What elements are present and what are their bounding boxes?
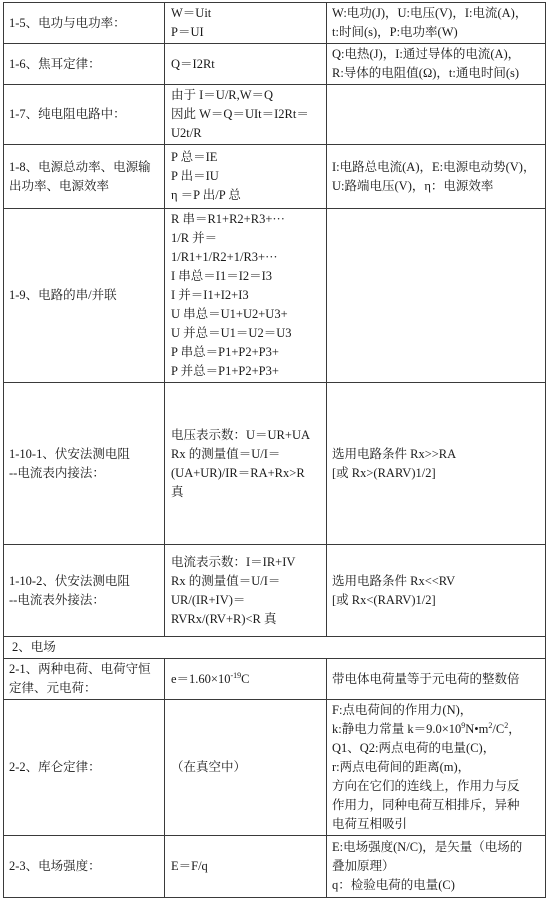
formula-cell-line: I 并＝I1+I2+I3: [171, 288, 249, 302]
table-row: [4, 85, 546, 145]
notes-line: 作用力，同种电荷互相排斥，异种: [332, 798, 520, 812]
formula-cell: [165, 659, 327, 700]
notes-cell: [327, 209, 546, 383]
formula-cell-line: I 串总＝I1＝I2＝I3: [171, 269, 273, 283]
formula-line: （在真空中）: [171, 760, 247, 774]
formula-unit: C: [241, 671, 250, 686]
formula-cell: [165, 44, 327, 85]
notes-cell: [327, 85, 546, 145]
formula-cell-line: 真: [171, 484, 184, 499]
formula-cell-line: U 并总＝U1＝U2＝U3: [171, 326, 292, 340]
topic-cell-line: 出功率、电源效率: [9, 178, 110, 193]
table-row: [4, 383, 546, 545]
formula-cell: [165, 383, 327, 545]
formula-cell-line: 由于 I＝U/R,W＝Q: [171, 88, 274, 102]
notes-cell-line: 选用电路条件 Rx>>RA: [332, 446, 457, 461]
formula-cell-line: 1/R 并＝: [171, 231, 218, 245]
formula-cell-line: P 串总＝P1+P2+P3+: [171, 345, 279, 359]
formula-cell-line: U2t/R: [171, 126, 202, 140]
formula-cell: [165, 85, 327, 145]
table-row: [4, 545, 546, 637]
topic-cell-line: --电流表外接法：: [9, 592, 105, 607]
formula-cell-line: (UA+UR)/IR＝RA+Rx>R: [171, 465, 305, 480]
formula-cell: [165, 145, 327, 209]
notes-cell-line: I:电路总电流(A)，E:电源电动势(V)，: [332, 159, 536, 174]
table-row: [4, 836, 546, 898]
topic-cell-line: 1-8、电源总动率、电源输: [9, 159, 151, 174]
notes-cell-line: Q:电热(J)，I:通过导体的电流(A)，: [332, 47, 521, 61]
notes-cell: [327, 700, 546, 836]
formula-cell-line: P 并总＝P1+P2+P3+: [171, 364, 279, 378]
formula-cell-line: P 总＝IE: [171, 150, 218, 164]
topic-cell-line: 1-5、电功与电功率：: [9, 15, 126, 30]
notes-cell: [327, 383, 546, 545]
formula-cell-line: Rx 的测量值＝U/I＝: [171, 573, 281, 588]
notes-cell-line: [或 Rx>(RARV)1/2]: [332, 465, 436, 480]
section-row: [4, 637, 546, 659]
formula-text: e＝1.60×10: [171, 671, 231, 686]
formula-cell-line: 电压表示数：U＝UR+UA: [171, 427, 310, 442]
notes-cell-line: 叠加原理）: [332, 859, 395, 873]
notes-cell-line: t:时间(s)，P:电功率(W): [332, 25, 458, 39]
formula-cell-line: η ＝P 出/P 总: [171, 188, 241, 202]
notes-cell-line: E:电场强度(N/C)，是矢量（电场的: [332, 840, 523, 854]
notes-exponent: 9: [461, 720, 466, 730]
topic-cell: [4, 659, 165, 700]
formula-line: E＝F/q: [171, 859, 208, 873]
notes-cell-line: 带电体电荷量等于元电荷的整数倍: [332, 671, 520, 686]
notes-line: r:两点电荷间的距离(m)，: [332, 760, 471, 774]
topic-cell: [4, 3, 165, 44]
notes-line: [332, 720, 541, 739]
formula-cell-line: 电流表示数：I＝IR+IV: [171, 554, 296, 569]
topic-cell-line: --电流表内接法：: [9, 465, 105, 480]
table-row: [4, 44, 546, 85]
formula-cell-line: 1/R1+1/R2+1/R3+···: [171, 250, 278, 264]
formula-cell-line: U 串总＝U1+U2+U3+: [171, 307, 288, 321]
table-row: [4, 209, 546, 383]
formula-cell: [165, 3, 327, 44]
topic-cell-line: 1-7、纯电阻电路中：: [9, 107, 126, 121]
notes-cell-line: 选用电路条件 Rx<<RV: [332, 573, 456, 588]
formula-cell-line: P 出＝IU: [171, 169, 219, 183]
formula-cell: [165, 209, 327, 383]
notes-line: 电荷互相吸引: [332, 817, 408, 831]
notes-cell: [327, 44, 546, 85]
topic-cell-line: 1-10-2、伏安法测电阻: [9, 573, 130, 588]
notes-text: /C: [492, 722, 505, 736]
formula-cell: [165, 700, 327, 836]
topic-cell-line: 1-9、电路的串/并联: [9, 288, 117, 302]
formula-cell-line: R 串＝R1+R2+R3+···: [171, 212, 285, 226]
notes-line: F:点电荷间的作用力(N)，: [332, 703, 473, 717]
topic-cell: [4, 44, 165, 85]
topic-cell: [4, 700, 165, 836]
topic-cell: [4, 145, 165, 209]
notes-exponent: 2: [488, 720, 493, 730]
formula-cell-line: 因此 W＝Q＝UIt＝I2Rt＝: [171, 107, 309, 121]
section-title: 2、电场: [4, 637, 546, 659]
notes-cell-line: U:路端电压(V)，η：电源效率: [332, 178, 494, 193]
notes-cell-line: R:导体的电阻值(Ω)，t:通电时间(s): [332, 66, 520, 80]
table-row: [4, 700, 546, 836]
notes-text: ，: [508, 722, 521, 736]
formula-cell-line: RVRx/(RV+R)<R 真: [171, 611, 277, 626]
topic-cell-line: 1-6、焦耳定律：: [9, 56, 101, 71]
notes-cell: [327, 145, 546, 209]
notes-line: Q1、Q2:两点电荷的电量(C)，: [332, 741, 496, 755]
topic-cell: [4, 209, 165, 383]
formula-table: [3, 2, 546, 898]
topic-cell-line: 2-1、两种电荷、电荷守恒: [9, 662, 151, 676]
notes-cell: [327, 836, 546, 898]
topic-cell-line: 1-10-1、伏安法测电阻: [9, 446, 130, 461]
formula-cell-line: W＝Uit: [171, 6, 212, 20]
formula-exponent: -19: [230, 670, 242, 680]
topic-cell-line: 定律、元电荷：: [9, 681, 97, 695]
notes-cell-line: [或 Rx<(RARV)1/2]: [332, 592, 436, 607]
topic-cell: [4, 836, 165, 898]
table-row: [4, 145, 546, 209]
formula-cell-line: Rx 的测量值＝U/I＝: [171, 446, 281, 461]
topic-line: 2-3、电场强度：: [9, 859, 101, 873]
notes-line: 方向在它们的连线上，作用力与反: [332, 779, 520, 793]
topic-line: 2-2、库仑定律：: [9, 760, 101, 774]
notes-cell: [327, 3, 546, 44]
topic-cell: [4, 545, 165, 637]
formula-cell-line: UR/(IR+IV)＝: [171, 592, 246, 607]
notes-text: N•m: [465, 722, 489, 736]
table-row: [4, 659, 546, 700]
topic-cell: [4, 85, 165, 145]
notes-cell: [327, 545, 546, 637]
formula-cell-line: Q＝I2Rt: [171, 56, 215, 71]
formula-cell: [165, 836, 327, 898]
formula-cell-line: P＝UI: [171, 25, 204, 39]
formula-cell: [165, 545, 327, 637]
notes-text: k:静电力常量 k＝9.0×10: [332, 722, 462, 736]
table-row: [4, 3, 546, 44]
notes-cell: [327, 659, 546, 700]
notes-exponent: 2: [504, 720, 509, 730]
topic-cell: [4, 383, 165, 545]
notes-cell-line: q：检验电荷的电量(C): [332, 878, 455, 892]
notes-cell-line: W:电功(J)，U:电压(V)，I:电流(A)，: [332, 6, 528, 20]
